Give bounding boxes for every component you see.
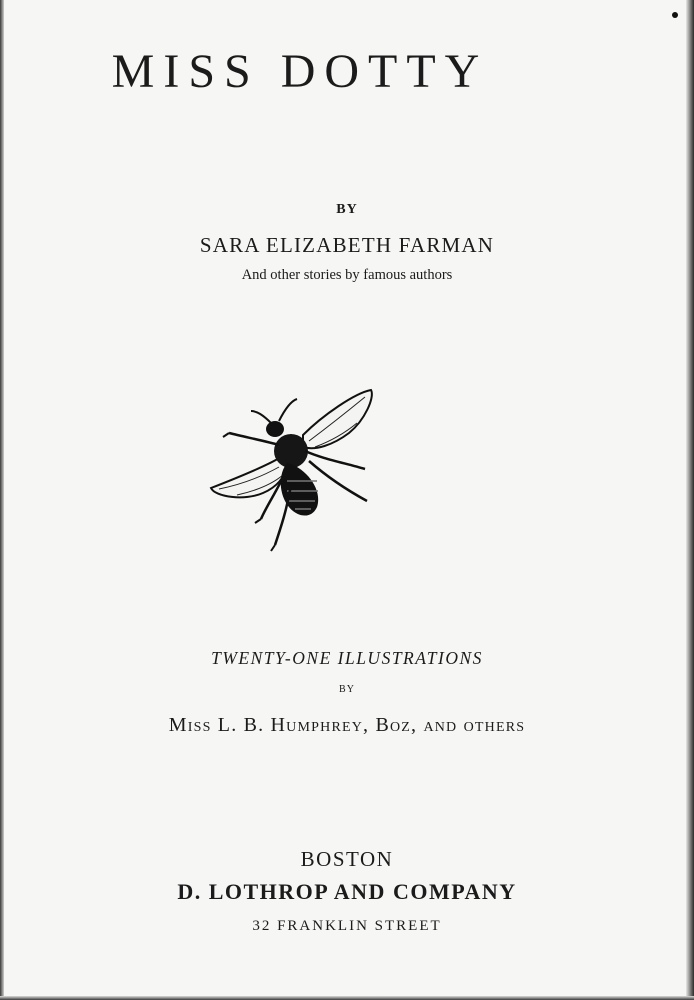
- bee-icon: [205, 385, 380, 555]
- book-title: MISS DOTTY: [111, 45, 489, 98]
- publisher-address: 32 FRANKLIN STREET: [252, 918, 442, 934]
- author-by-label: BY: [336, 202, 358, 217]
- subtitle: And other stories by famous authors: [241, 267, 453, 283]
- author-name: SARA ELIZABETH FARMAN: [199, 233, 495, 257]
- ink-spot: [672, 12, 678, 18]
- publisher-name: D. LOTHROP AND COMPANY: [177, 879, 517, 904]
- illustrations-heading: TWENTY-ONE ILLUSTRATIONS: [211, 648, 483, 668]
- illustrator-by-label: BY: [339, 684, 355, 695]
- page-edge-bottom: [0, 996, 694, 1000]
- publisher-city: BOSTON: [300, 847, 394, 871]
- illustrator-credits: Miss L. B. Humphrey, Boz, and others: [168, 714, 526, 736]
